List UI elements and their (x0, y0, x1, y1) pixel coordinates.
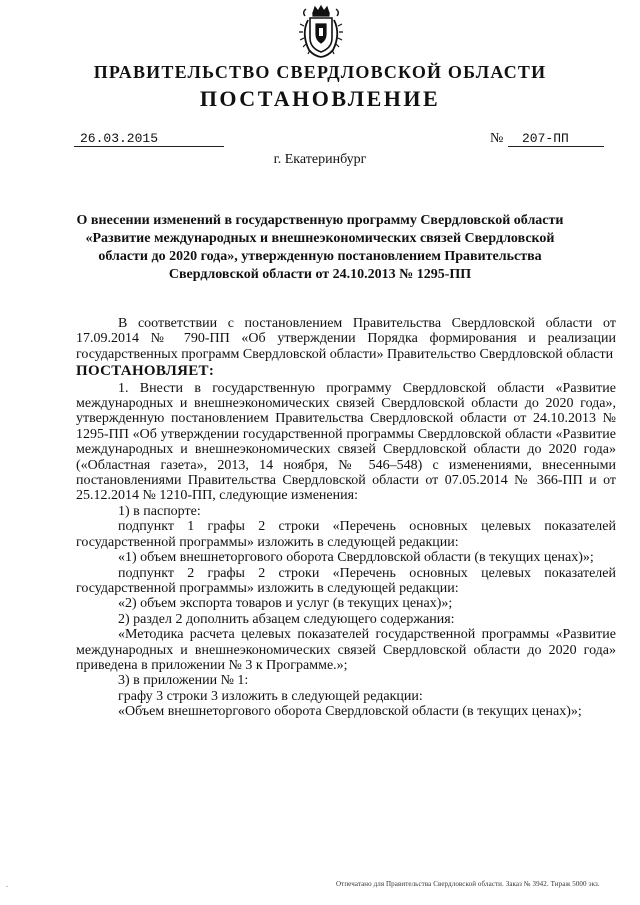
body-paragraph: 3) в приложении № 1: (118, 673, 249, 689)
body-paragraph: графу 3 строки 3 изложить в следующей редакции: (118, 688, 423, 704)
page-mark: - (6, 884, 8, 890)
document-body (76, 316, 616, 720)
body-paragraph: 1) в паспорте: (118, 503, 201, 519)
body-paragraph: 2) раздел 2 дополнить абзацем следующего содержания: (118, 611, 455, 627)
body-paragraph: подпункт 1 графы 2 строки «Перечень основных целевых показателей государственной программы» изложить в следующей редакции: (76, 519, 616, 550)
date-underline (74, 146, 224, 147)
body-paragraph: «2) объем экспорта товаров и услуг (в текущих ценах)»; (118, 596, 453, 612)
body-paragraph: «Методика расчета целевых показателей государственной программы «Развитие международных и внешнеэкономических связей Свердловской области до 2020 года» приведена в приложении № 3 к Программе.»; (76, 627, 616, 673)
number-underline (508, 146, 604, 147)
city: г. Екатеринбург (273, 152, 367, 167)
body-paragraph: «1) объем внешнеторгового оборота Свердловской области (в текущих ценах)»; (118, 550, 594, 566)
document-type: ПОСТАНОВЛЕНИЕ (199, 86, 441, 111)
document-number: 207-ПП (522, 131, 569, 146)
number-label: № (490, 131, 504, 146)
resolves-heading: ПОСТАНОВЛЯЕТ: (76, 363, 215, 380)
body-paragraph: «Объем внешнеторгового оборота Свердловской области (в текущих ценах)»; (118, 704, 582, 720)
document-date: 26.03.2015 (80, 131, 159, 146)
body-paragraph: подпункт 2 графы 2 строки «Перечень основных целевых показателей государственной программы» изложить в следующей редакции: (76, 565, 616, 596)
printer-note: Отпечатано для Правительства Свердловской области. Заказ № 3942. Тираж 5000 экз. (336, 880, 600, 888)
organization-title: ПРАВИТЕЛЬСТВО СВЕРДЛОВСКОЙ ОБЛАСТИ (93, 62, 547, 82)
preamble: В соответствии с постановлением Правительства Свердловской области от 17.09.2014 № 790-ПП «Об утверждении Порядка формирования и реализации государственных программ Свердловской области» Правительство Свердловской области (76, 316, 616, 362)
coat-of-arms-icon (296, 4, 346, 60)
body-paragraph: 1. Внести в государственную программу Свердловской области «Развитие международных и внешнеэкономических связей Свердловской области до 2020 года», утвержденную постановлением Правительства Свердловской области от 24.10.2013 № 1295-ПП «Об утверждении государственной программы Свердловской области «Развитие международных и внешнеэкономических связей Свердловской области до 2020 года» («Областная газета», 2013, 14 ноября, № 546–548) с изменениями, внесенными постановлениями Правительства Свердловской области от 07.05.2014 № 366-ПП и от 25.12.2014 № 1210-ПП, следующие изменения: (76, 380, 616, 504)
document-subject: О внесении изменений в государственную программу Свердловской области «Развитие международных и внешнеэкономических связей Свердловской области до 2020 года», утвержденную постановлением Правительства Свердловской области от 24.10.2013 № 1295-ПП (76, 213, 564, 282)
